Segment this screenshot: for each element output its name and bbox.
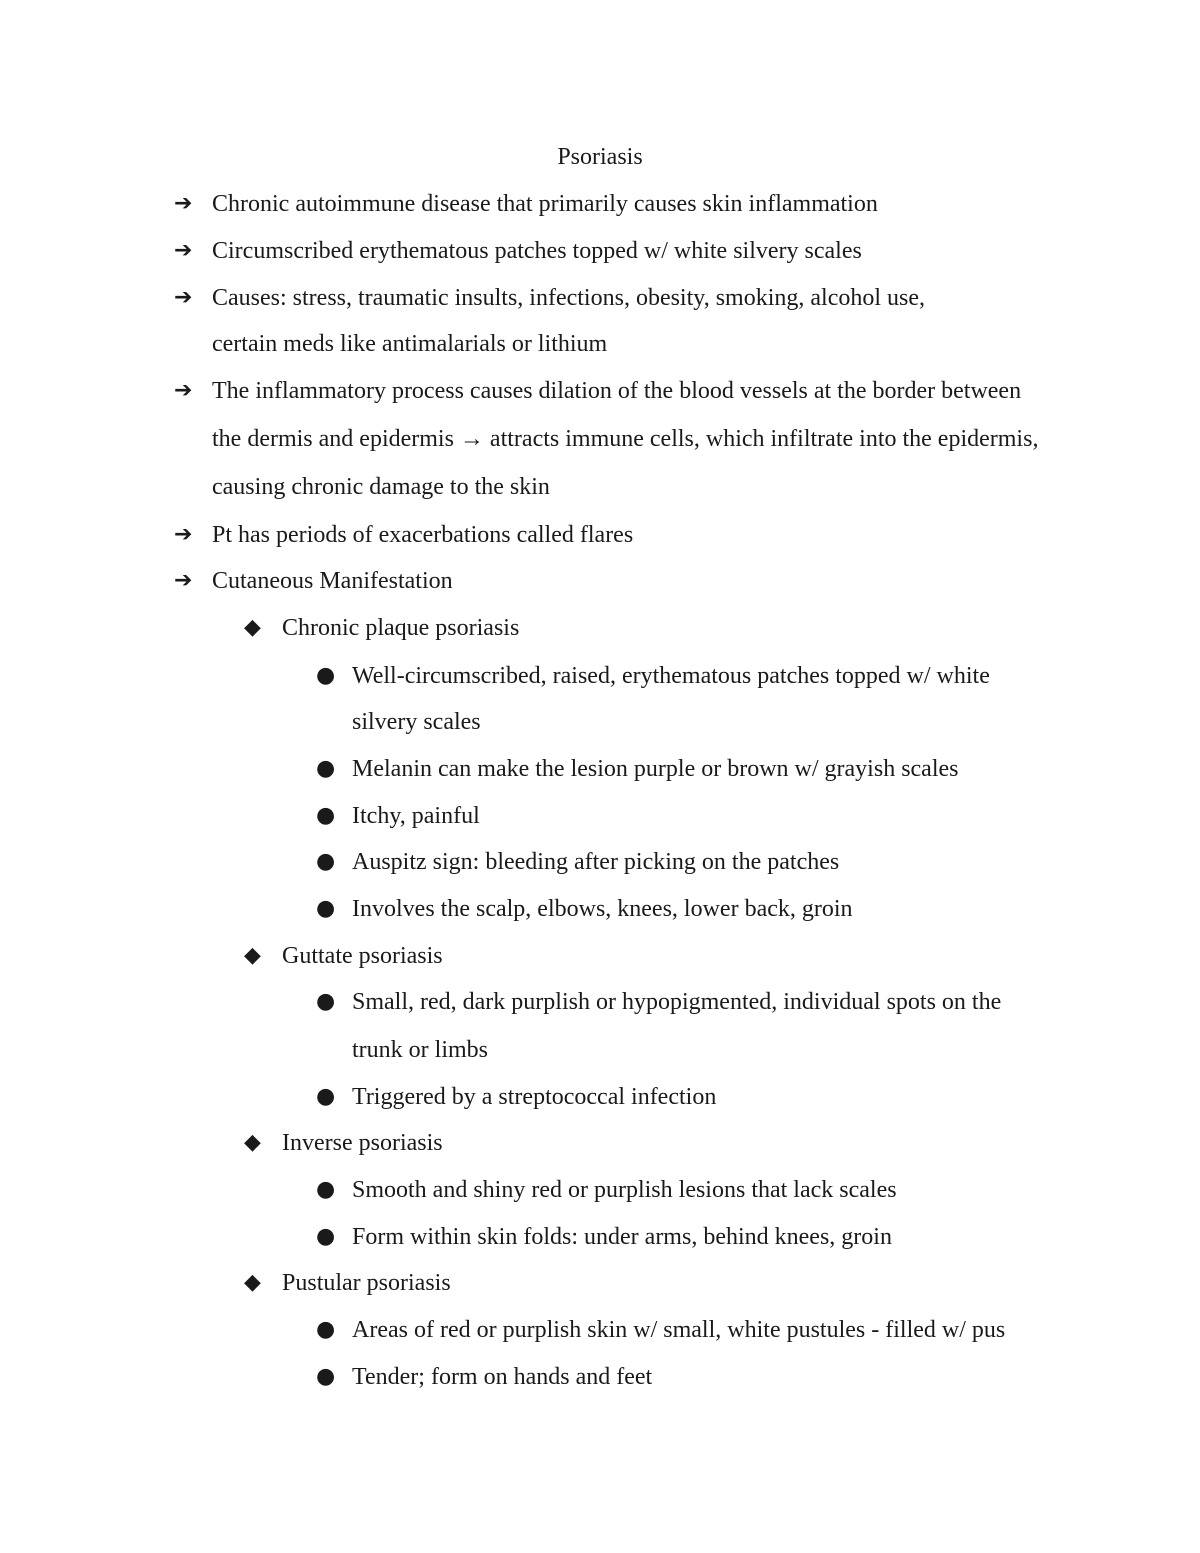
dot-bullet-icon: ● <box>316 1177 336 1202</box>
dot-bullet-icon: ● <box>316 989 336 1014</box>
detail-item: Small, red, dark purplish or hypopigmented, individual spots on the <box>352 989 1002 1015</box>
arrow-bullet-icon: ➔ <box>174 285 193 310</box>
list-item: The inflammatory process causes dilation of the blood vessels at the border between <box>212 378 1022 404</box>
detail-item: Areas of red or purplish skin w/ small, white pustules - filled w/ pus <box>352 1317 1006 1343</box>
list-item: Cutaneous Manifestation <box>212 568 453 594</box>
detail-item: Melanin can make the lesion purple or brown w/ grayish scales <box>352 756 959 782</box>
document-title: Psoriasis <box>557 144 643 170</box>
dot-bullet-icon: ● <box>316 849 336 874</box>
detail-item-continuation: silvery scales <box>352 709 481 735</box>
dot-bullet-icon: ● <box>316 1224 336 1249</box>
subtype-heading: Guttate psoriasis <box>282 943 443 969</box>
detail-item: Well-circumscribed, raised, erythematous patches topped w/ white <box>352 663 990 689</box>
detail-item: Itchy, painful <box>352 803 480 829</box>
diamond-bullet-icon: ◆ <box>244 615 261 640</box>
dot-bullet-icon: ● <box>316 663 336 688</box>
arrow-bullet-icon: ➔ <box>174 378 193 403</box>
detail-item: Smooth and shiny red or purplish lesions that lack scales <box>352 1177 897 1203</box>
dot-bullet-icon: ● <box>316 896 336 921</box>
diamond-bullet-icon: ◆ <box>244 1270 261 1295</box>
dot-bullet-icon: ● <box>316 756 336 781</box>
list-item-continuation: certain meds like antimalarials or lithium <box>212 331 608 357</box>
detail-item: Form within skin folds: under arms, behind knees, groin <box>352 1224 892 1250</box>
arrow-bullet-icon: ➔ <box>174 191 193 216</box>
subtype-heading: Chronic plaque psoriasis <box>282 615 520 641</box>
detail-item: Triggered by a streptococcal infection <box>352 1084 717 1110</box>
arrow-bullet-icon: ➔ <box>174 522 193 547</box>
diamond-bullet-icon: ◆ <box>244 943 261 968</box>
arrow-bullet-icon: ➔ <box>174 568 193 593</box>
arrow-bullet-icon: ➔ <box>174 238 193 263</box>
dot-bullet-icon: ● <box>316 1364 336 1389</box>
subtype-heading: Pustular psoriasis <box>282 1270 451 1296</box>
list-item: Pt has periods of exacerbations called flares <box>212 522 634 548</box>
detail-item-continuation: trunk or limbs <box>352 1037 488 1063</box>
subtype-heading: Inverse psoriasis <box>282 1130 443 1156</box>
list-item: Circumscribed erythematous patches topped w/ white silvery scales <box>212 238 862 264</box>
detail-item: Involves the scalp, elbows, knees, lower back, groin <box>352 896 853 922</box>
list-item: Causes: stress, traumatic insults, infections, obesity, smoking, alcohol use, <box>212 285 926 311</box>
dot-bullet-icon: ● <box>316 1084 336 1109</box>
dot-bullet-icon: ● <box>316 1317 336 1342</box>
detail-item: Tender; form on hands and feet <box>352 1364 653 1390</box>
list-item-continuation: the dermis and epidermis → attracts immune cells, which infiltrate into the epidermis, <box>212 426 1039 452</box>
dot-bullet-icon: ● <box>316 803 336 828</box>
list-item: Chronic autoimmune disease that primarily causes skin inflammation <box>212 191 878 217</box>
detail-item: Auspitz sign: bleeding after picking on the patches <box>352 849 840 875</box>
list-item-continuation: causing chronic damage to the skin <box>212 474 550 500</box>
diamond-bullet-icon: ◆ <box>244 1130 261 1155</box>
